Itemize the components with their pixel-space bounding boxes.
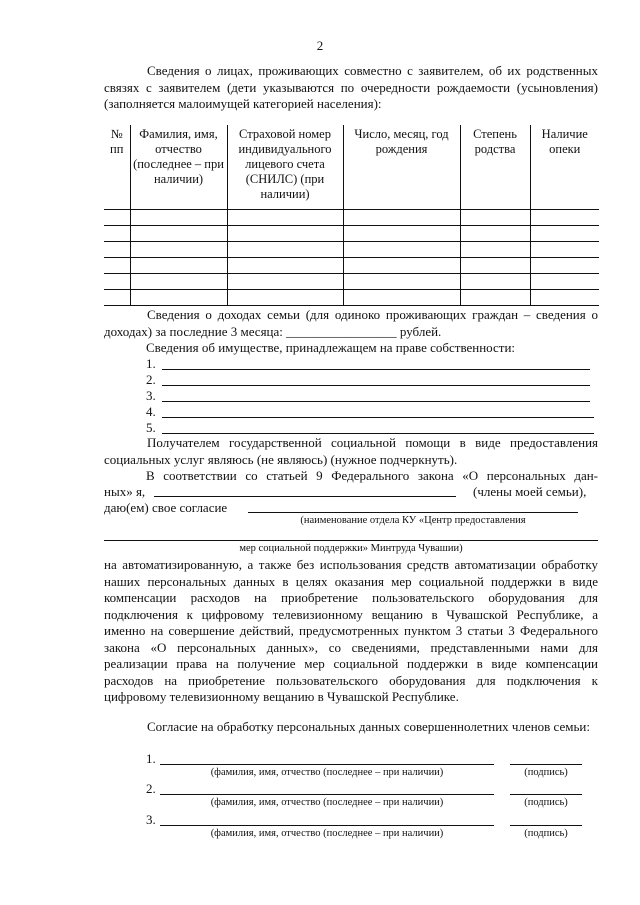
column-header-guardianship: Наличие опеки [530,125,599,210]
table-cell[interactable] [343,226,460,242]
table-cell[interactable] [460,258,530,274]
property-line-1[interactable] [162,369,590,370]
property-line-5[interactable] [162,433,594,434]
table-cell[interactable] [530,274,599,290]
consent-line-2-end: (члены моей семьи), [473,484,587,499]
table-cell[interactable] [343,258,460,274]
table-row [104,290,599,306]
column-header-number: № пп [104,125,130,210]
table-cell[interactable] [104,274,130,290]
table-header-row [104,125,599,210]
table-cell[interactable] [227,274,343,290]
table-cell[interactable] [343,210,460,226]
table-cell[interactable] [227,210,343,226]
table-cell[interactable] [227,226,343,242]
recipient-paragraph: Получателем государственной социальной помощи в виде предоставления социальных услуг являюсь (не являюсь) (нужное подчеркнуть). [104,435,598,467]
signature-line-3[interactable] [510,825,582,826]
property-line-4[interactable] [162,417,594,418]
table-cell[interactable] [130,242,227,258]
property-item-number: 4. [146,404,156,419]
table-cell[interactable] [343,274,460,290]
property-item-number: 5. [146,420,156,435]
signature-line-2[interactable] [510,794,582,795]
signature-entry-number: 3. [146,812,156,827]
name-caption: (фамилия, имя, отчество (последнее – при наличии) [210,828,444,839]
table-cell[interactable] [530,210,599,226]
table-cell[interactable] [460,274,530,290]
table-cell[interactable] [130,258,227,274]
property-item-number: 2. [146,372,156,387]
intro-paragraph: Сведения о лицах, проживающих совместно с заявителем, об их родственных связях с заявителем (дети указываются по очередности рождаемости (усыновления) (заполняется малоимущей категорией населения): [104,63,598,111]
property-line-3[interactable] [162,401,590,402]
property-label: Сведения об имуществе, принадлежащем на праве собственности: [146,340,516,355]
department-line-2[interactable] [104,540,598,541]
column-header-birth-date: Число, месяц, год рождения [343,125,460,210]
property-item-number: 1. [146,356,156,371]
table-cell[interactable] [227,290,343,306]
table-cell[interactable] [460,290,530,306]
table-cell[interactable] [104,226,130,242]
consent-line-1: В соответствии со статьей 9 Федерального закона «О персональных дан- [146,468,598,483]
table-cell[interactable] [130,274,227,290]
adult-name-line-2[interactable] [160,794,494,795]
table-row [104,226,599,242]
table-cell[interactable] [530,290,599,306]
table-cell[interactable] [343,290,460,306]
page-number: 2 [316,38,324,53]
signature-caption: (подпись) [524,828,568,839]
table-cell[interactable] [130,290,227,306]
table-cell[interactable] [130,210,227,226]
signature-caption: (подпись) [524,797,568,808]
consent-body: на автоматизированную, а также без использования средств автоматизации обработку наших персональных данных в целях оказания мер социальной поддержки в виде компенсации расходов на приобретение пользовательского оборудования для подключения к цифровому телевизионному вещанию в Чувашской Республике, а именно на совершение действий, предусмотренных пунктом 3 статьи 3 Федерального закона «О персональных данных», со сведениями, представленными нами для реализации права на получение мер социальной поддержки в виде компенсации расходов на приобретение пользовательского оборудования для подключения к цифровому телевизионному вещанию в Чувашской Республике. [104,557,598,704]
table-cell[interactable] [104,210,130,226]
table-cell[interactable] [130,226,227,242]
table-row [104,210,599,226]
property-item-number: 3. [146,388,156,403]
signature-line-1[interactable] [510,764,582,765]
family-members-table [104,125,599,306]
adult-consent-paragraph: Согласие на обработку персональных данных совершеннолетних членов семьи: [147,719,590,734]
table-cell[interactable] [227,242,343,258]
department-line[interactable] [248,512,578,513]
table-row [104,242,599,258]
table-cell[interactable] [460,242,530,258]
column-header-snils: Страховой номер индивидуального лицевого счета (СНИЛС) (при наличии) [227,125,343,210]
income-paragraph: Сведения о доходах семьи (для одиноко проживающих граждан – сведения о доходах) за последние 3 месяца: _________________ рублей. [104,307,598,339]
name-caption: (фамилия, имя, отчество (последнее – при наличии) [210,797,444,808]
table-cell[interactable] [104,290,130,306]
name-caption: (фамилия, имя, отчество (последнее – при наличии) [210,767,444,778]
applicant-name-line[interactable] [154,496,456,497]
adult-name-line-1[interactable] [160,764,494,765]
consent-line-2-start: ных» я, [104,484,146,499]
signature-entry-number: 2. [146,781,156,796]
table-cell[interactable] [530,226,599,242]
table-cell[interactable] [530,242,599,258]
column-header-full-name: Фамилия, имя, отчество (последнее – при наличии) [130,125,227,210]
table-cell[interactable] [530,258,599,274]
table-row [104,258,599,274]
department-caption-2: мер социальной поддержки» Минтруда Чувашии) [239,543,463,554]
adult-name-line-3[interactable] [160,825,494,826]
table-cell[interactable] [104,242,130,258]
table-cell[interactable] [227,258,343,274]
signature-entry-number: 1. [146,751,156,766]
column-header-relationship: Степень родства [460,125,530,210]
table-cell[interactable] [343,242,460,258]
table-cell[interactable] [460,210,530,226]
table-cell[interactable] [104,258,130,274]
table-row [104,274,599,290]
consent-line-3-start: даю(ем) свое согласие [104,500,228,515]
property-line-2[interactable] [162,385,590,386]
table-cell[interactable] [460,226,530,242]
signature-caption: (подпись) [524,767,568,778]
department-caption: (наименование отдела КУ «Центр предоставления [300,515,526,526]
